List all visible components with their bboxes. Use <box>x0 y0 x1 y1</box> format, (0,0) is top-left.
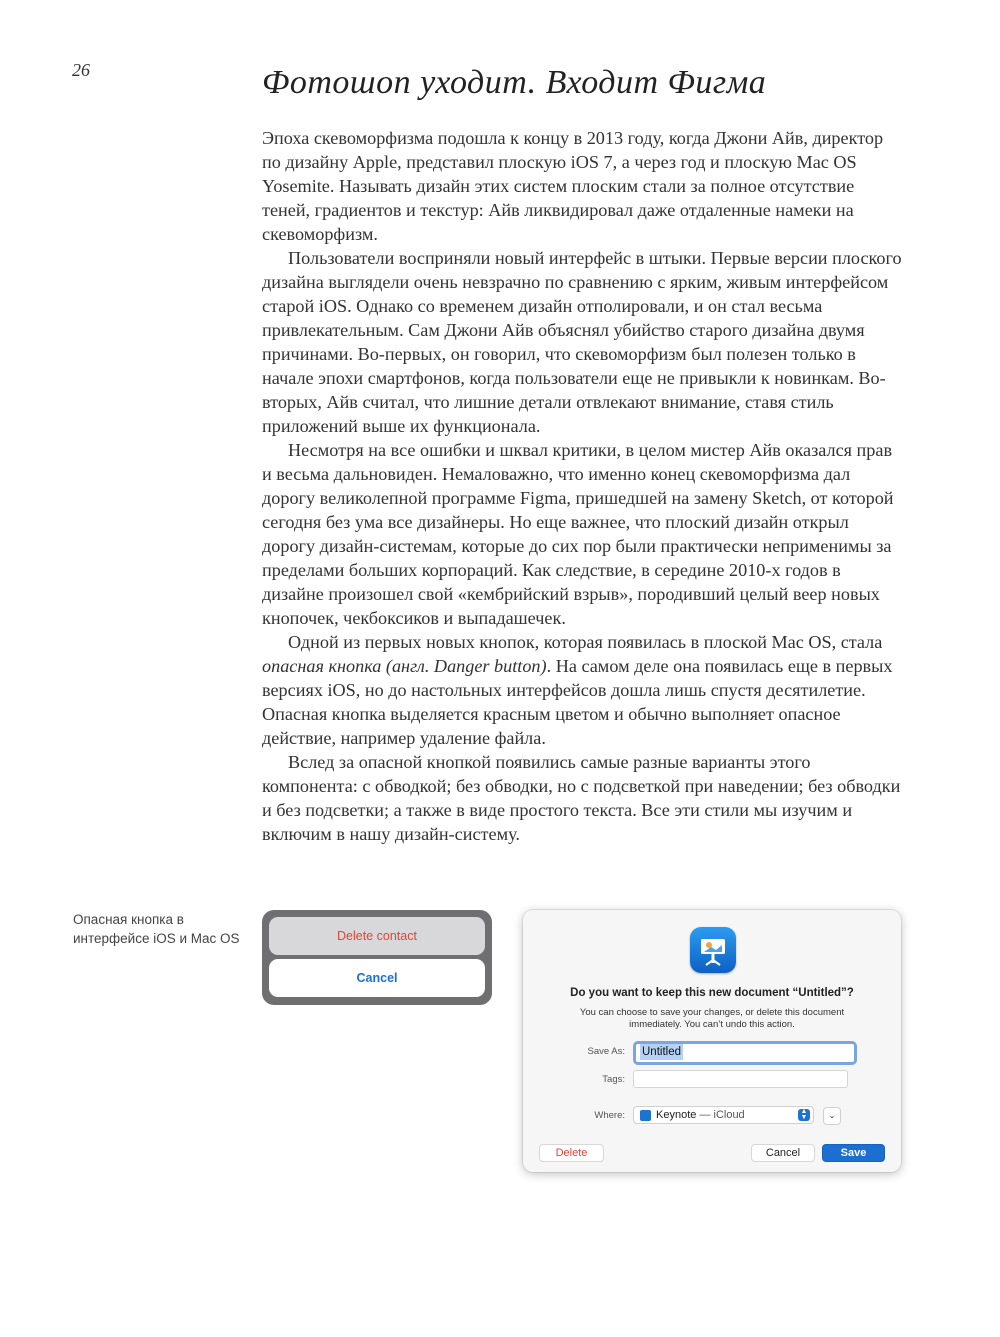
dialog-message: You can choose to save your changes, or delete this document immediately. You can’t undo this action. <box>579 1007 845 1030</box>
paragraph-4-start: Одной из первых новых кнопок, которая появилась в плоской Mac OS, стала <box>288 632 883 652</box>
ios-action-sheet <box>262 910 492 1005</box>
danger-button-term: опасная кнопка (англ. Danger button) <box>262 656 547 676</box>
ios-cancel-button[interactable]: Cancel <box>269 959 485 997</box>
mac-cancel-button[interactable]: Cancel <box>751 1144 815 1162</box>
paragraph-3: Несмотря на все ошибки и шквал критики, в целом мистер Айв оказался прав и весьма дальновиден. Немаловажно, что именно конец скевоморфизма дал дорогу великолепной программе Figma, пришедшей на замену Sketch, от которой сегодня без ума все дизайнеры. Но еще важнее, что плоский дизайн открыл дорогу дизайн-системам, которые до сих пор были практически неприменимы за пределами больших корпораций. Как следствие, в середине 2010-х годов в дизайне произошел свой «кембрийский взрыв», породивший целый веер новых кнопочек, чекбоксиков и выпадашечек. <box>262 440 894 628</box>
paragraph-1: Эпоха скевоморфизма подошла к концу в 2013 году, когда Джони Айв, директор по дизайну Apple, представил плоскую iOS 7, а через год и плоскую Mac OS Yosemite. Называть дизайн этих систем плоским стали за полное отсутствие теней, градиентов и текстур: Айв ликвидировал даже отдаленные намеки на скевоморфизм. <box>262 128 884 244</box>
save-as-value[interactable]: Untitled <box>642 1046 681 1058</box>
expand-chevron-icon[interactable]: ⌄ <box>823 1107 841 1125</box>
mac-save-dialog <box>523 910 901 1172</box>
where-label: Where: <box>594 1110 625 1121</box>
paragraph-4 <box>262 630 902 750</box>
where-app: Keynote <box>656 1109 697 1121</box>
delete-contact-button[interactable]: Delete contact <box>269 917 485 955</box>
dialog-title: Do you want to keep this new document “Untitled”? <box>570 987 854 999</box>
where-location: — iCloud <box>699 1109 745 1121</box>
updown-chevron-icon: ▲ ▼ <box>798 1109 810 1121</box>
keynote-icon <box>690 927 736 973</box>
figure-caption: Опасная кнопка в интерфейсе iOS и Mac OS <box>73 912 240 946</box>
body-text <box>262 126 902 846</box>
paragraph-4-end: . На самом деле она появилась еще в первых версиях iOS, но до настольных интерфейсов дошла лишь спустя десятилетие. Опасная кнопка выделяется красным цветом и обычно выполняет опасное действие, например удаление файла. <box>262 656 893 748</box>
where-value <box>656 1109 745 1121</box>
page-number: 26 <box>72 60 90 80</box>
mac-save-button[interactable]: Save <box>822 1144 885 1162</box>
save-as-label: Save As: <box>587 1046 625 1057</box>
paragraph-2: Пользователи восприняли новый интерфейс в штыки. Первые версии плоского дизайна выглядели очень невзрачно по сравнению с ярким, живым интерфейсом старой iOS. Однако со временем дизайн отполировали, и он стал весьма привлекательным. Сам Джони Айв объяснял убийство старого дизайна двумя причинами. Во-первых, он говорил, что скевоморфизм был полезен только в начале эпохи смартфонов, когда пользователи еще не привыкли к новинкам. Во-вторых, Айв считал, что лишние детали отвлекают внимание, ставя стиль приложений выше их функционала. <box>262 248 902 436</box>
tags-input[interactable] <box>633 1070 848 1088</box>
tags-label: Tags: <box>602 1074 625 1085</box>
mac-delete-button[interactable]: Delete <box>539 1144 604 1162</box>
where-select[interactable] <box>633 1106 814 1124</box>
chapter-title: Фотошоп уходит. Входит Фигма <box>262 64 767 101</box>
paragraph-5: Вслед за опасной кнопкой появились самые разные варианты этого компонента: с обводкой; без обводки, но с подсветкой при наведении; без обводки и без подсветки; а также в виде простого текста. Все эти стили мы изучим и включим в нашу дизайн-систему. <box>262 752 901 844</box>
keynote-small-icon <box>640 1110 651 1121</box>
